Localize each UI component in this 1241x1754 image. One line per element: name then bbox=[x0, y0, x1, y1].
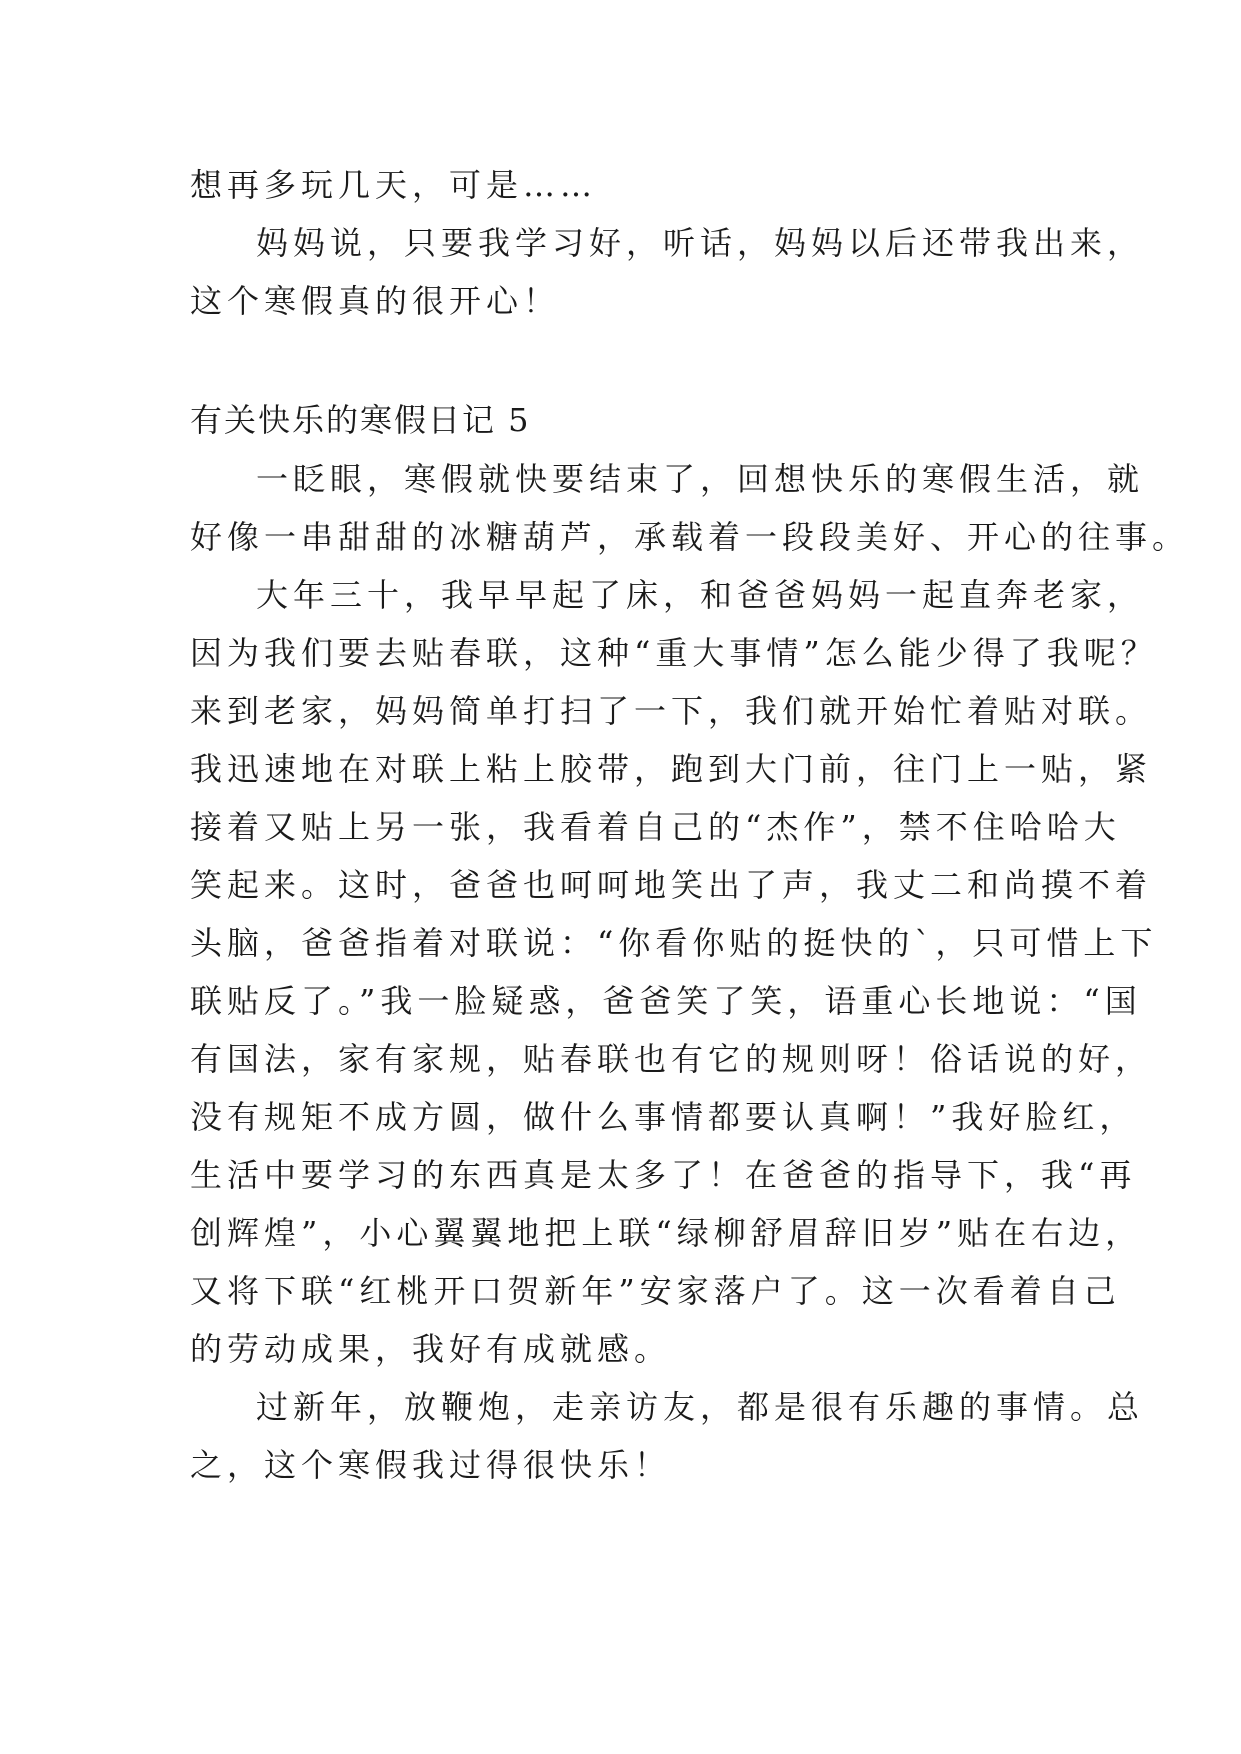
text-line: 接着又贴上另一张，我看着自己的“杰作”，禁不住哈哈大 bbox=[190, 808, 1121, 846]
text-line: 的劳动成果，我好有成就感。 bbox=[190, 1330, 672, 1368]
text-line: 头脑，爸爸指着对联说：“你看你贴的挺快的`，只可惜上下 bbox=[190, 924, 1158, 962]
text-line: 生活中要学习的东西真是太多了！在爸爸的指导下，我“再 bbox=[190, 1156, 1137, 1194]
text-line: 一眨眼，寒假就快要结束了，回想快乐的寒假生活，就 bbox=[256, 460, 1145, 498]
text-line: 没有规矩不成方圆，做什么事情都要认真啊！”我好脸红， bbox=[190, 1098, 1137, 1136]
text-line: 过新年，放鞭炮，走亲访友，都是很有乐趣的事情。总 bbox=[256, 1388, 1145, 1426]
text-line: 有国法，家有家规，贴春联也有它的规则呀！俗话说的好， bbox=[190, 1040, 1153, 1078]
text-line: 笑起来。这时，爸爸也呵呵地笑出了声，我丈二和尚摸不着 bbox=[190, 866, 1153, 904]
text-line: 这个寒假真的很开心！ bbox=[190, 282, 561, 320]
text-line: 妈妈说，只要我学习好，听话，妈妈以后还带我出来， bbox=[256, 224, 1145, 262]
text-line: 大年三十，我早早起了床，和爸爸妈妈一起直奔老家， bbox=[256, 576, 1145, 614]
text-line: 来到老家，妈妈简单打扫了一下，我们就开始忙着贴对联。 bbox=[190, 692, 1153, 730]
text-line: 好像一串甜甜的冰糖葫芦，承载着一段段美好、开心的往事。 bbox=[190, 518, 1190, 556]
text-line: 创辉煌”，小心翼翼地把上联“绿柳舒眉辞旧岁”贴在右边， bbox=[190, 1214, 1143, 1252]
text-line: 想再多玩几天，可是…… bbox=[190, 166, 598, 204]
text-line: 联贴反了。”我一脸疑惑，爸爸笑了笑，语重心长地说：“国 bbox=[190, 982, 1142, 1020]
text-line: 又将下联“红桃开口贺新年”安家落户了。这一次看着自己 bbox=[190, 1272, 1121, 1310]
text-line: 因为我们要去贴春联，这种“重大事情”怎么能少得了我呢？ bbox=[190, 634, 1158, 672]
text-line: 我迅速地在对联上粘上胶带，跑到大门前，往门上一贴，紧 bbox=[190, 750, 1153, 788]
text-line: 之，这个寒假我过得很快乐！ bbox=[190, 1446, 672, 1484]
section-heading: 有关快乐的寒假日记 5 bbox=[190, 401, 531, 439]
